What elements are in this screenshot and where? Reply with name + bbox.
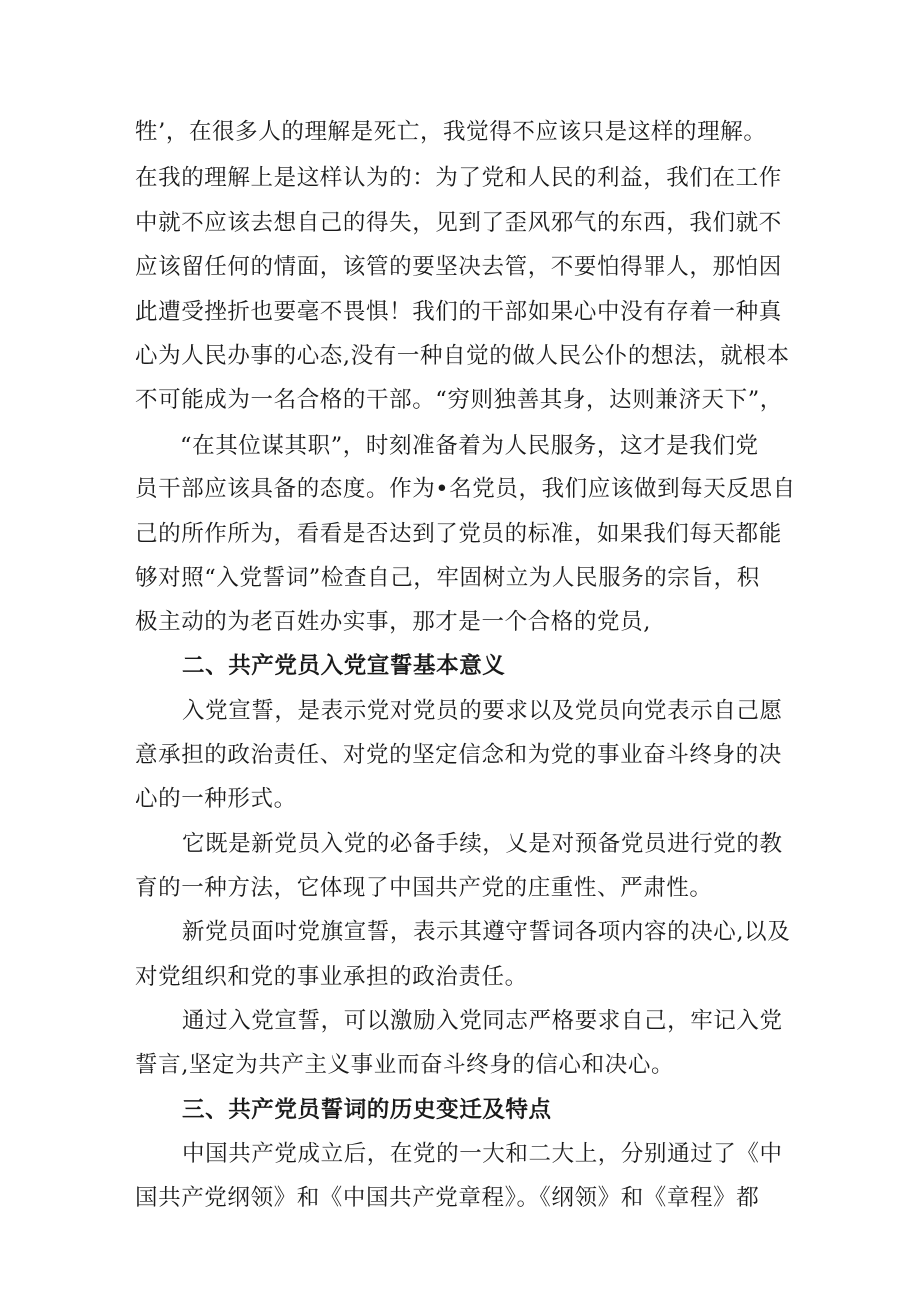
text-line: “在其位谋其职”，时刻准备着为人民服务，这才是我们党 xyxy=(180,433,759,459)
text-line: 己的所作所为，看看是否达到了党员的标准，如果我们每天都能 xyxy=(135,521,782,547)
text-line: 入党宣誓，是表示党对党员的要求以及党员向党表示自己愿 xyxy=(182,698,783,724)
text-line: 心的一种形式。 xyxy=(135,786,297,812)
text-line: 应该留任何的情面，该管的要坚决去管，不要怕得罪人，那怕因 xyxy=(135,254,782,280)
text-line: 新党员面吋党旗宣誓，表示其遵守誓词各项内容的决心,以及 xyxy=(182,919,791,945)
text-line: 它既是新党员入党的必备手续，乂是对预备党员进行党的教 xyxy=(182,831,783,857)
text-line: 不可能成为一名合格的干部。“穷则独善其身，达则兼济天下”， xyxy=(135,387,783,413)
section-heading: 三、共产党员誓词的历史变迁及特点 xyxy=(182,1097,552,1123)
text-line: 中就不应该去想自己的得失，见到了歪风邪气的东西，我们就不 xyxy=(135,210,782,236)
text-line: 极主动的为老百姓办实事，那才是一个合格的党员, xyxy=(135,609,651,635)
text-line: 心为人民办事的心态,没有一种自觉的做人民公仆的想法，就根本 xyxy=(135,343,790,369)
text-line: 通过入党宣誓，可以激励入党同志严格要求自己，牢记入党 xyxy=(182,1008,783,1034)
text-line: 员干部应该具备的态度。作为•名党员，我们应该做到每天反思自 xyxy=(135,476,796,502)
section-heading: 二、共产党员入党宣誓基本意义 xyxy=(182,653,506,679)
text-line: 此遭受挫折也要毫不畏惧！我们的干部如果心中没有存着一种真 xyxy=(135,299,782,325)
text-line: 牲’，在很多人的理解是死亡，我觉得不应该只是这样的理解。 xyxy=(135,119,767,145)
text-line: 育的一种方法，它体现了中国共产党的庄重性、严肃性。 xyxy=(135,875,713,901)
text-line: 在我的理解上是这样认为的：为了党和人民的利益，我们在工作 xyxy=(135,165,782,191)
text-line: 国共产党纲领》和《中国共产党章程》。《纲领》和《章程》都 xyxy=(135,1185,760,1211)
text-line: 对党组织和党的事业承担的政治责任。 xyxy=(135,964,528,990)
text-line: 中国共产党成立后，在党的一大和二大上，分别通过了《中 xyxy=(182,1141,783,1167)
text-line: 够对照“入党誓词”检查自己，牢固树立为人民服务的宗旨，积 xyxy=(135,565,760,591)
text-line: 意承担的政治责任、对党的坚定信念和为党的事业奋斗终身的决 xyxy=(135,742,782,768)
text-line: 誓言,坚定为共产主义事业而奋斗终身的信心和决心。 xyxy=(135,1052,675,1078)
